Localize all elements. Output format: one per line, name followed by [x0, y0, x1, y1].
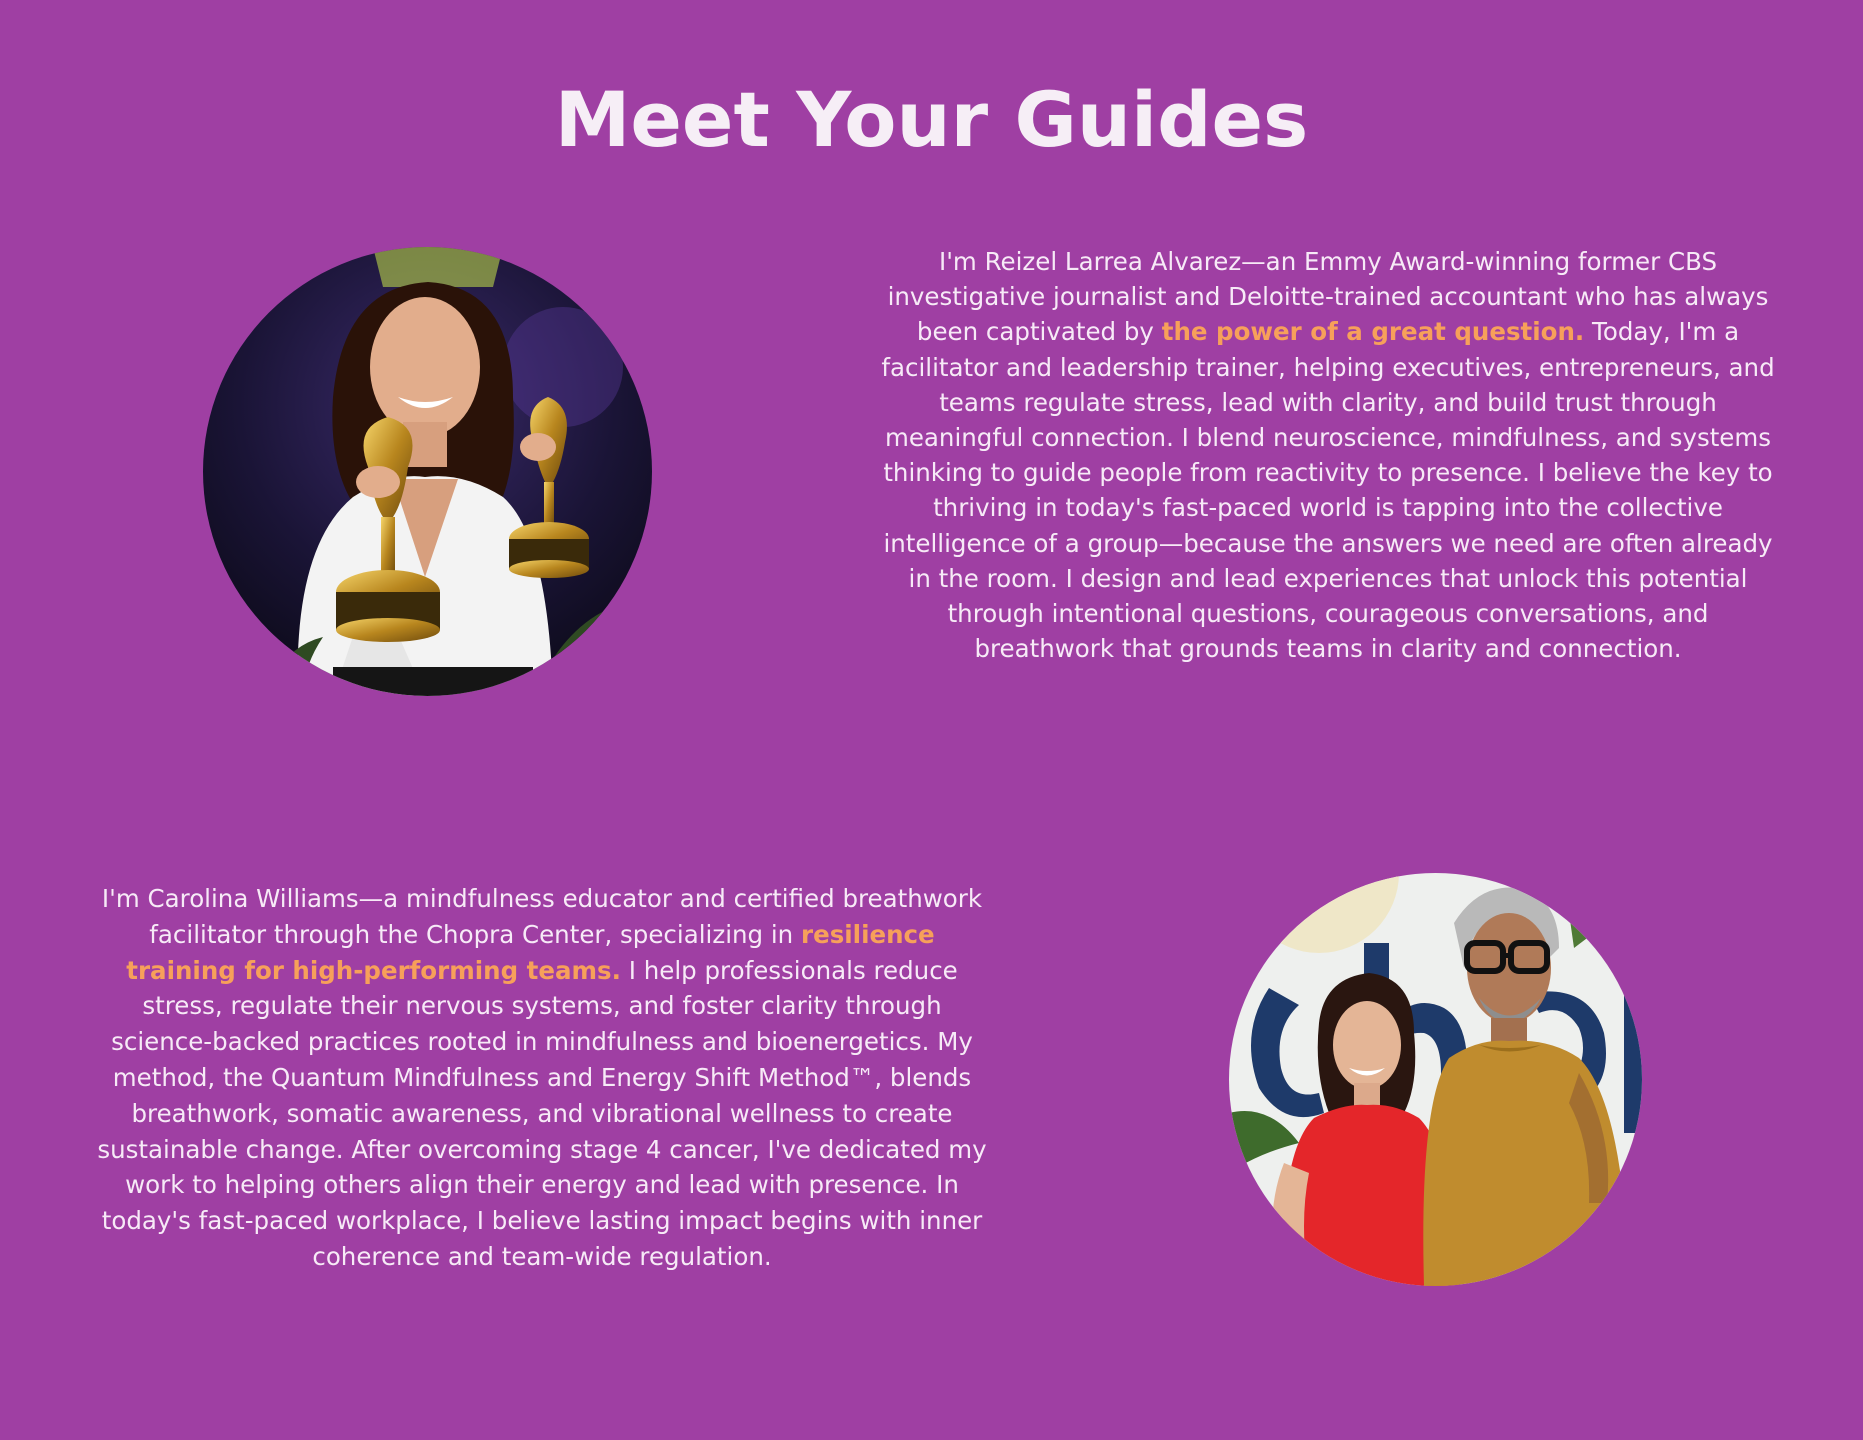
guide-bio-carolina-intro: I'm Carolina Williams—a mindfulness educator and certified breathwork facilitator through the Chopra Center, specializing in	[101, 884, 983, 949]
guide-bio-reizel-highlight: the power of a great question.	[1161, 317, 1585, 347]
guide-bio-reizel	[878, 244, 1778, 666]
guide-bio-reizel-rest: Today, I'm a facilitator and leadership trainer, helping executives, entrepreneurs, and teams regulate stress, lead with clarity, and build trust through meaningful connection. I blend neuroscience, mindfulness, and systems thinking to guide people from reactivity to presence. I believe the key to thriving in today's fast-paced world is tapping into the collective intelligence of a group—because the answers we need are often already in the room. I design and lead experiences that unlock this potential through intentional questions, courageous conversations, and breathwork that grounds teams in clarity and connection.	[881, 317, 1775, 664]
guide-bio-carolina	[92, 881, 992, 1275]
guide-bio-carolina-rest: I help professionals reduce stress, regulate their nervous systems, and foster clarity through science-backed practices rooted in mindfulness and bioenergetics. My method, the Quantum Mindfulness and Energy Shift Method™, blends breathwork, somatic awareness, and vibrational wellness to create sustainable change. After overcoming stage 4 cancer, I've dedicated my work to helping others align their energy and lead with presence. In today's fast-paced workplace, I believe lasting impact begins with inner coherence and team-wide regulation.	[97, 955, 987, 1271]
guide-photo-carolina	[1229, 873, 1642, 1286]
guide-photo-reizel-image	[203, 247, 652, 696]
guide-photo-carolina-image	[1229, 873, 1642, 1286]
page-title: Meet Your Guides	[554, 75, 1309, 164]
guide-photo-reizel	[203, 247, 652, 696]
guide-bio-reizel-intro: I'm Reizel Larrea Alvarez—an Emmy Award-winning former CBS investigative journalist and Deloitte-trained accountant who has always been captivated by	[887, 247, 1769, 347]
guide-bio-carolina-highlight: resilience training for high-performing teams.	[126, 919, 935, 985]
